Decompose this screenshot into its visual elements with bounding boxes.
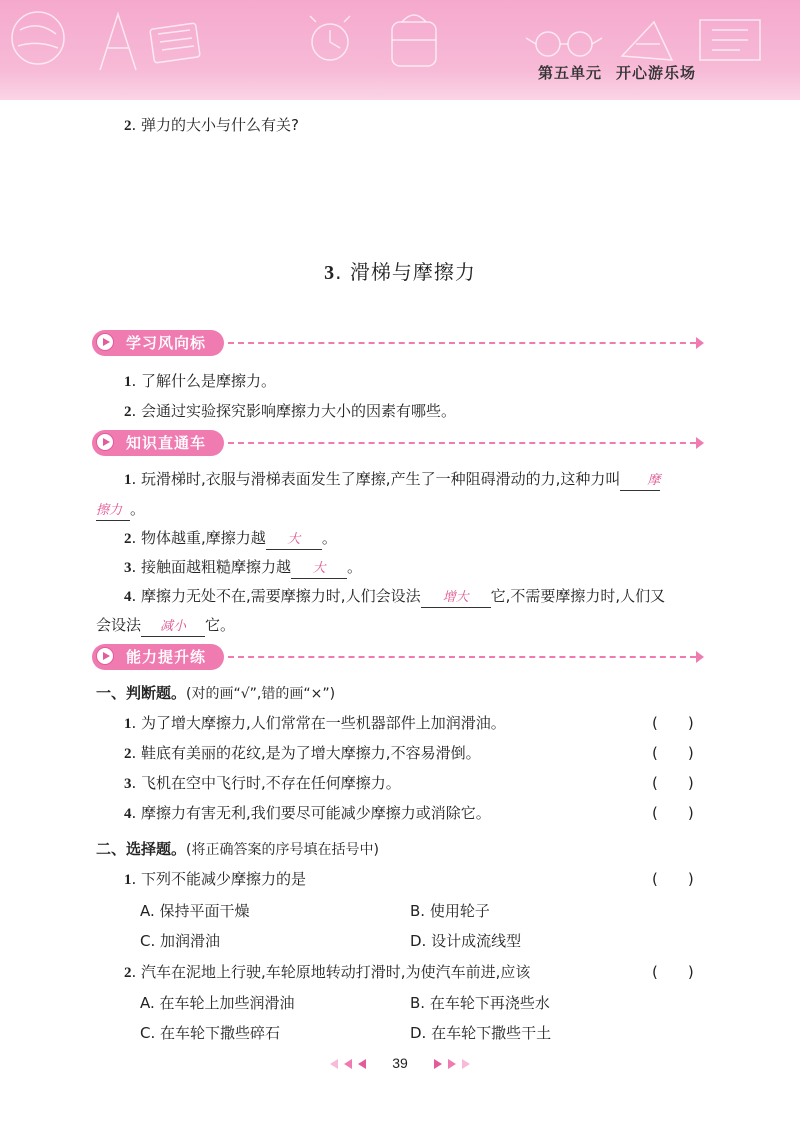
option-d: D. 在车轮下撒些干土 xyxy=(410,1024,552,1042)
unit-name: 开心游乐场 xyxy=(615,64,696,82)
fill-question-2 xyxy=(124,527,337,550)
option-c: C. 加润滑油 xyxy=(140,932,221,950)
section-label xyxy=(92,644,224,670)
item-number: 4 xyxy=(124,806,132,822)
previous-question xyxy=(124,114,299,135)
arrow-right-icon xyxy=(696,437,704,449)
judge-item xyxy=(124,802,491,823)
question-number: 1 xyxy=(124,472,132,488)
question-text: . 下列不能减少摩擦力的是 xyxy=(131,870,307,888)
question-number: 3 xyxy=(124,560,132,576)
item-number: 2 xyxy=(124,746,132,762)
item-text: . 为了增大摩擦力,人们常常在一些机器部件上加润滑油。 xyxy=(131,714,506,732)
question-text: 它,不需要摩擦力时,人们又 xyxy=(490,587,666,605)
heading-note: (将正确答案的序号填在括号中) xyxy=(186,842,379,858)
question-text: . 弹力的大小与什么有关? xyxy=(131,116,299,134)
item-text: . 鞋底有美丽的花纹,是为了增大摩擦力,不容易滑倒。 xyxy=(131,744,481,762)
lesson-number: 3 xyxy=(324,262,336,284)
arrow-right-icon xyxy=(696,337,704,349)
item-number: 1 xyxy=(124,716,132,732)
question-number: 1 xyxy=(124,872,132,888)
section-label xyxy=(92,430,224,456)
item-number: 3 xyxy=(124,776,132,792)
option-c: C. 在车轮下撒些碎石 xyxy=(140,1024,281,1042)
section-label xyxy=(92,330,224,356)
question-text: . 物体越重,摩擦力越 xyxy=(131,529,266,547)
answer-blank: 增大 xyxy=(421,589,491,608)
unit-title xyxy=(538,62,696,83)
item-number: 1 xyxy=(124,374,132,390)
dashed-divider xyxy=(228,342,696,344)
school-doodles-decoration xyxy=(0,0,800,100)
answer-paren: ( ) xyxy=(652,870,694,888)
left-arrows-icon xyxy=(328,1058,374,1070)
lesson-title-text: . 滑梯与摩擦力 xyxy=(335,260,476,284)
answer-paren: ( ) xyxy=(652,774,694,792)
answer-blank: 大 xyxy=(266,531,322,550)
page-footer xyxy=(0,1055,800,1072)
dashed-divider xyxy=(228,442,696,444)
answer-paren: ( ) xyxy=(652,963,694,981)
choice-heading xyxy=(96,838,379,859)
heading-text: 二、选择题。 xyxy=(96,840,187,858)
section-title: 知识直通车 xyxy=(126,434,207,452)
section-title: 能力提升练 xyxy=(126,648,207,666)
question-end: 。 xyxy=(321,529,337,547)
question-text: . 汽车在泥地上行驶,车轮原地转动打滑时,为使汽车前进,应该 xyxy=(131,963,531,981)
item-text: . 了解什么是摩擦力。 xyxy=(131,372,277,390)
question-text: . 玩滑梯时,衣服与滑梯表面发生了摩擦,产生了一种阻碍滑动的力,这种力叫 xyxy=(131,470,621,488)
question-text: . 接触面越粗糙摩擦力越 xyxy=(131,558,292,576)
option-b: B. 使用轮子 xyxy=(410,902,490,920)
section-title: 学习风向标 xyxy=(126,334,207,352)
question-number: 2 xyxy=(124,965,132,981)
option-a: A. 在车轮上加些润滑油 xyxy=(140,994,295,1012)
arrow-right-icon xyxy=(696,651,704,663)
option-d: D. 设计成流线型 xyxy=(410,932,522,950)
question-number: 2 xyxy=(124,531,132,547)
question-text: 会设法 xyxy=(96,616,142,634)
item-text: . 飞机在空中飞行时,不存在任何摩擦力。 xyxy=(131,774,401,792)
answer-paren: ( ) xyxy=(652,744,694,762)
question-text: . 摩擦力无处不在,需要摩擦力时,人们会设法 xyxy=(131,587,421,605)
unit-number: 第五单元 xyxy=(537,64,602,82)
play-icon xyxy=(96,333,114,351)
objective-item xyxy=(124,370,276,391)
fill-question-4-cont xyxy=(96,614,235,637)
section-banner-learn xyxy=(92,330,704,356)
answer-blank: 减小 xyxy=(141,618,205,637)
question-end: 它。 xyxy=(205,616,236,634)
lesson-title xyxy=(0,256,800,285)
page-header xyxy=(0,0,800,100)
answer-blank: 摩 xyxy=(620,472,660,491)
question-end: 。 xyxy=(130,500,146,518)
item-number: 2 xyxy=(124,404,132,420)
option-b: B. 在车轮下再浇些水 xyxy=(410,994,550,1012)
option-a: A. 保持平面干燥 xyxy=(140,902,250,920)
question-end: 。 xyxy=(347,558,363,576)
dashed-divider xyxy=(228,656,696,658)
fill-question-1-cont xyxy=(96,498,145,521)
right-arrows-icon xyxy=(426,1058,472,1070)
heading-text: 一、判断题。 xyxy=(96,684,187,702)
item-text: . 会通过实验探究影响摩擦力大小的因素有哪些。 xyxy=(131,402,457,420)
play-icon xyxy=(96,647,114,665)
question-number: 4 xyxy=(124,589,132,605)
judge-item xyxy=(124,742,481,763)
choice-question-1 xyxy=(124,868,306,889)
judge-item xyxy=(124,712,506,733)
objective-item xyxy=(124,400,456,421)
choice-question-2 xyxy=(124,961,530,982)
judge-heading xyxy=(96,682,335,703)
question-number: 2 xyxy=(124,118,132,134)
heading-note: (对的画“√”,错的画“×”) xyxy=(186,686,336,702)
fill-question-4 xyxy=(124,585,665,608)
page-number: 39 xyxy=(392,1055,408,1071)
judge-item xyxy=(124,772,401,793)
answer-paren: ( ) xyxy=(652,714,694,732)
section-banner-practice xyxy=(92,644,704,670)
answer-blank: 大 xyxy=(291,560,347,579)
fill-question-3 xyxy=(124,556,362,579)
answer-paren: ( ) xyxy=(652,804,694,822)
play-icon xyxy=(96,433,114,451)
fill-question-1 xyxy=(124,468,660,491)
section-banner-knowledge xyxy=(92,430,704,456)
answer-blank: 擦力 xyxy=(96,502,130,521)
item-text: . 摩擦力有害无利,我们要尽可能减少摩擦力或消除它。 xyxy=(131,804,491,822)
